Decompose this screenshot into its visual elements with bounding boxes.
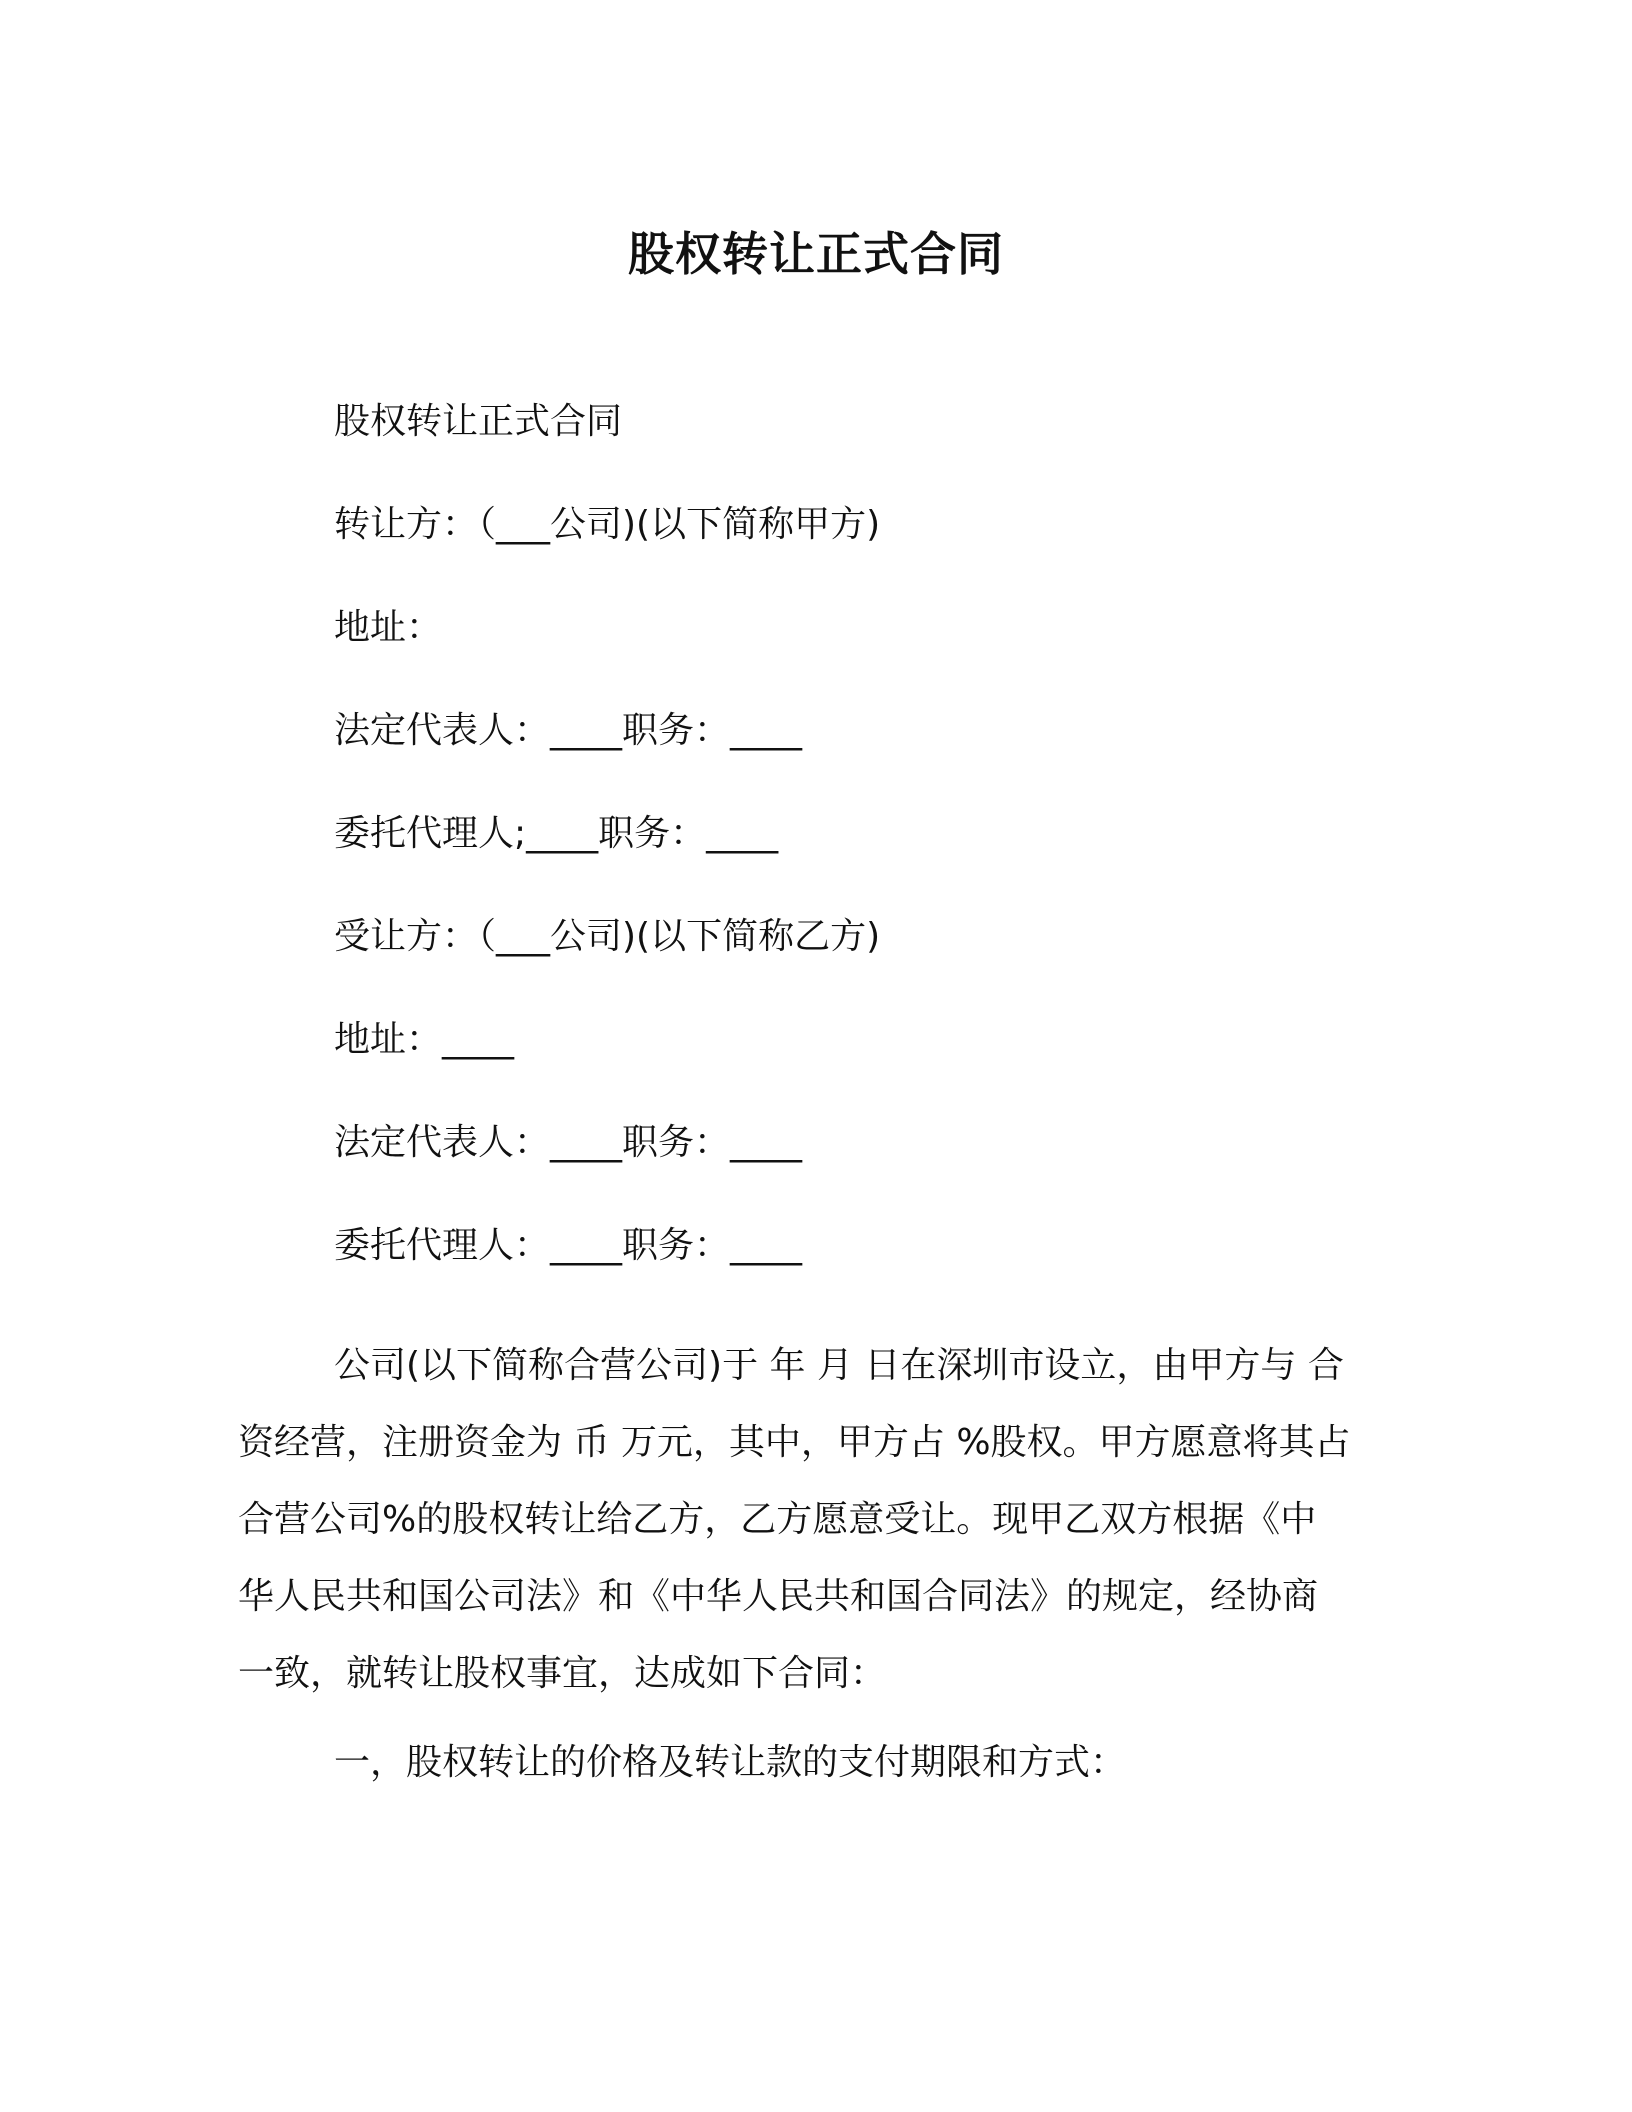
transferee-address-line: 地址：____: [334, 1019, 515, 1060]
paragraph-line: 公司(以下简称合营公司)于 年 月 日在深圳市设立，由甲方与 合: [334, 1345, 1344, 1386]
transferor-legal-rep-line: 法定代表人：____职务：____: [334, 710, 803, 751]
section-heading: 一，股权转让的价格及转让款的支付期限和方式：: [334, 1742, 1127, 1783]
transferee-legal-rep-line: 法定代表人：____职务：____: [334, 1122, 803, 1163]
body-paragraph: [238, 1327, 1398, 1712]
document-title: 股权转让正式合同: [628, 227, 1004, 281]
paragraph-line: 华人民共和国公司法》和《中华人民共和国合同法》的规定，经协商: [238, 1576, 1319, 1617]
paragraph-line: 资经营，注册资金为 币 万元，其中，甲方占 %股权。甲方愿意将其占: [238, 1422, 1351, 1463]
subtitle-line: 股权转让正式合同: [334, 401, 623, 442]
transferee-line: 受让方：（___公司)(以下简称乙方): [334, 916, 881, 957]
transferee-agent-line: 委托代理人：____职务：____: [334, 1225, 803, 1266]
transferor-line: 转让方：（___公司)(以下简称甲方): [334, 504, 881, 545]
paragraph-line: 合营公司%的股权转让给乙方，乙方愿意受让。现甲乙双方根据《中: [238, 1499, 1317, 1540]
transferor-agent-line: 委托代理人;____职务：____: [334, 813, 779, 854]
transferor-address-line: 地址：: [334, 607, 443, 648]
paragraph-line: 一致，就转让股权事宜，达成如下合同：: [238, 1653, 887, 1694]
